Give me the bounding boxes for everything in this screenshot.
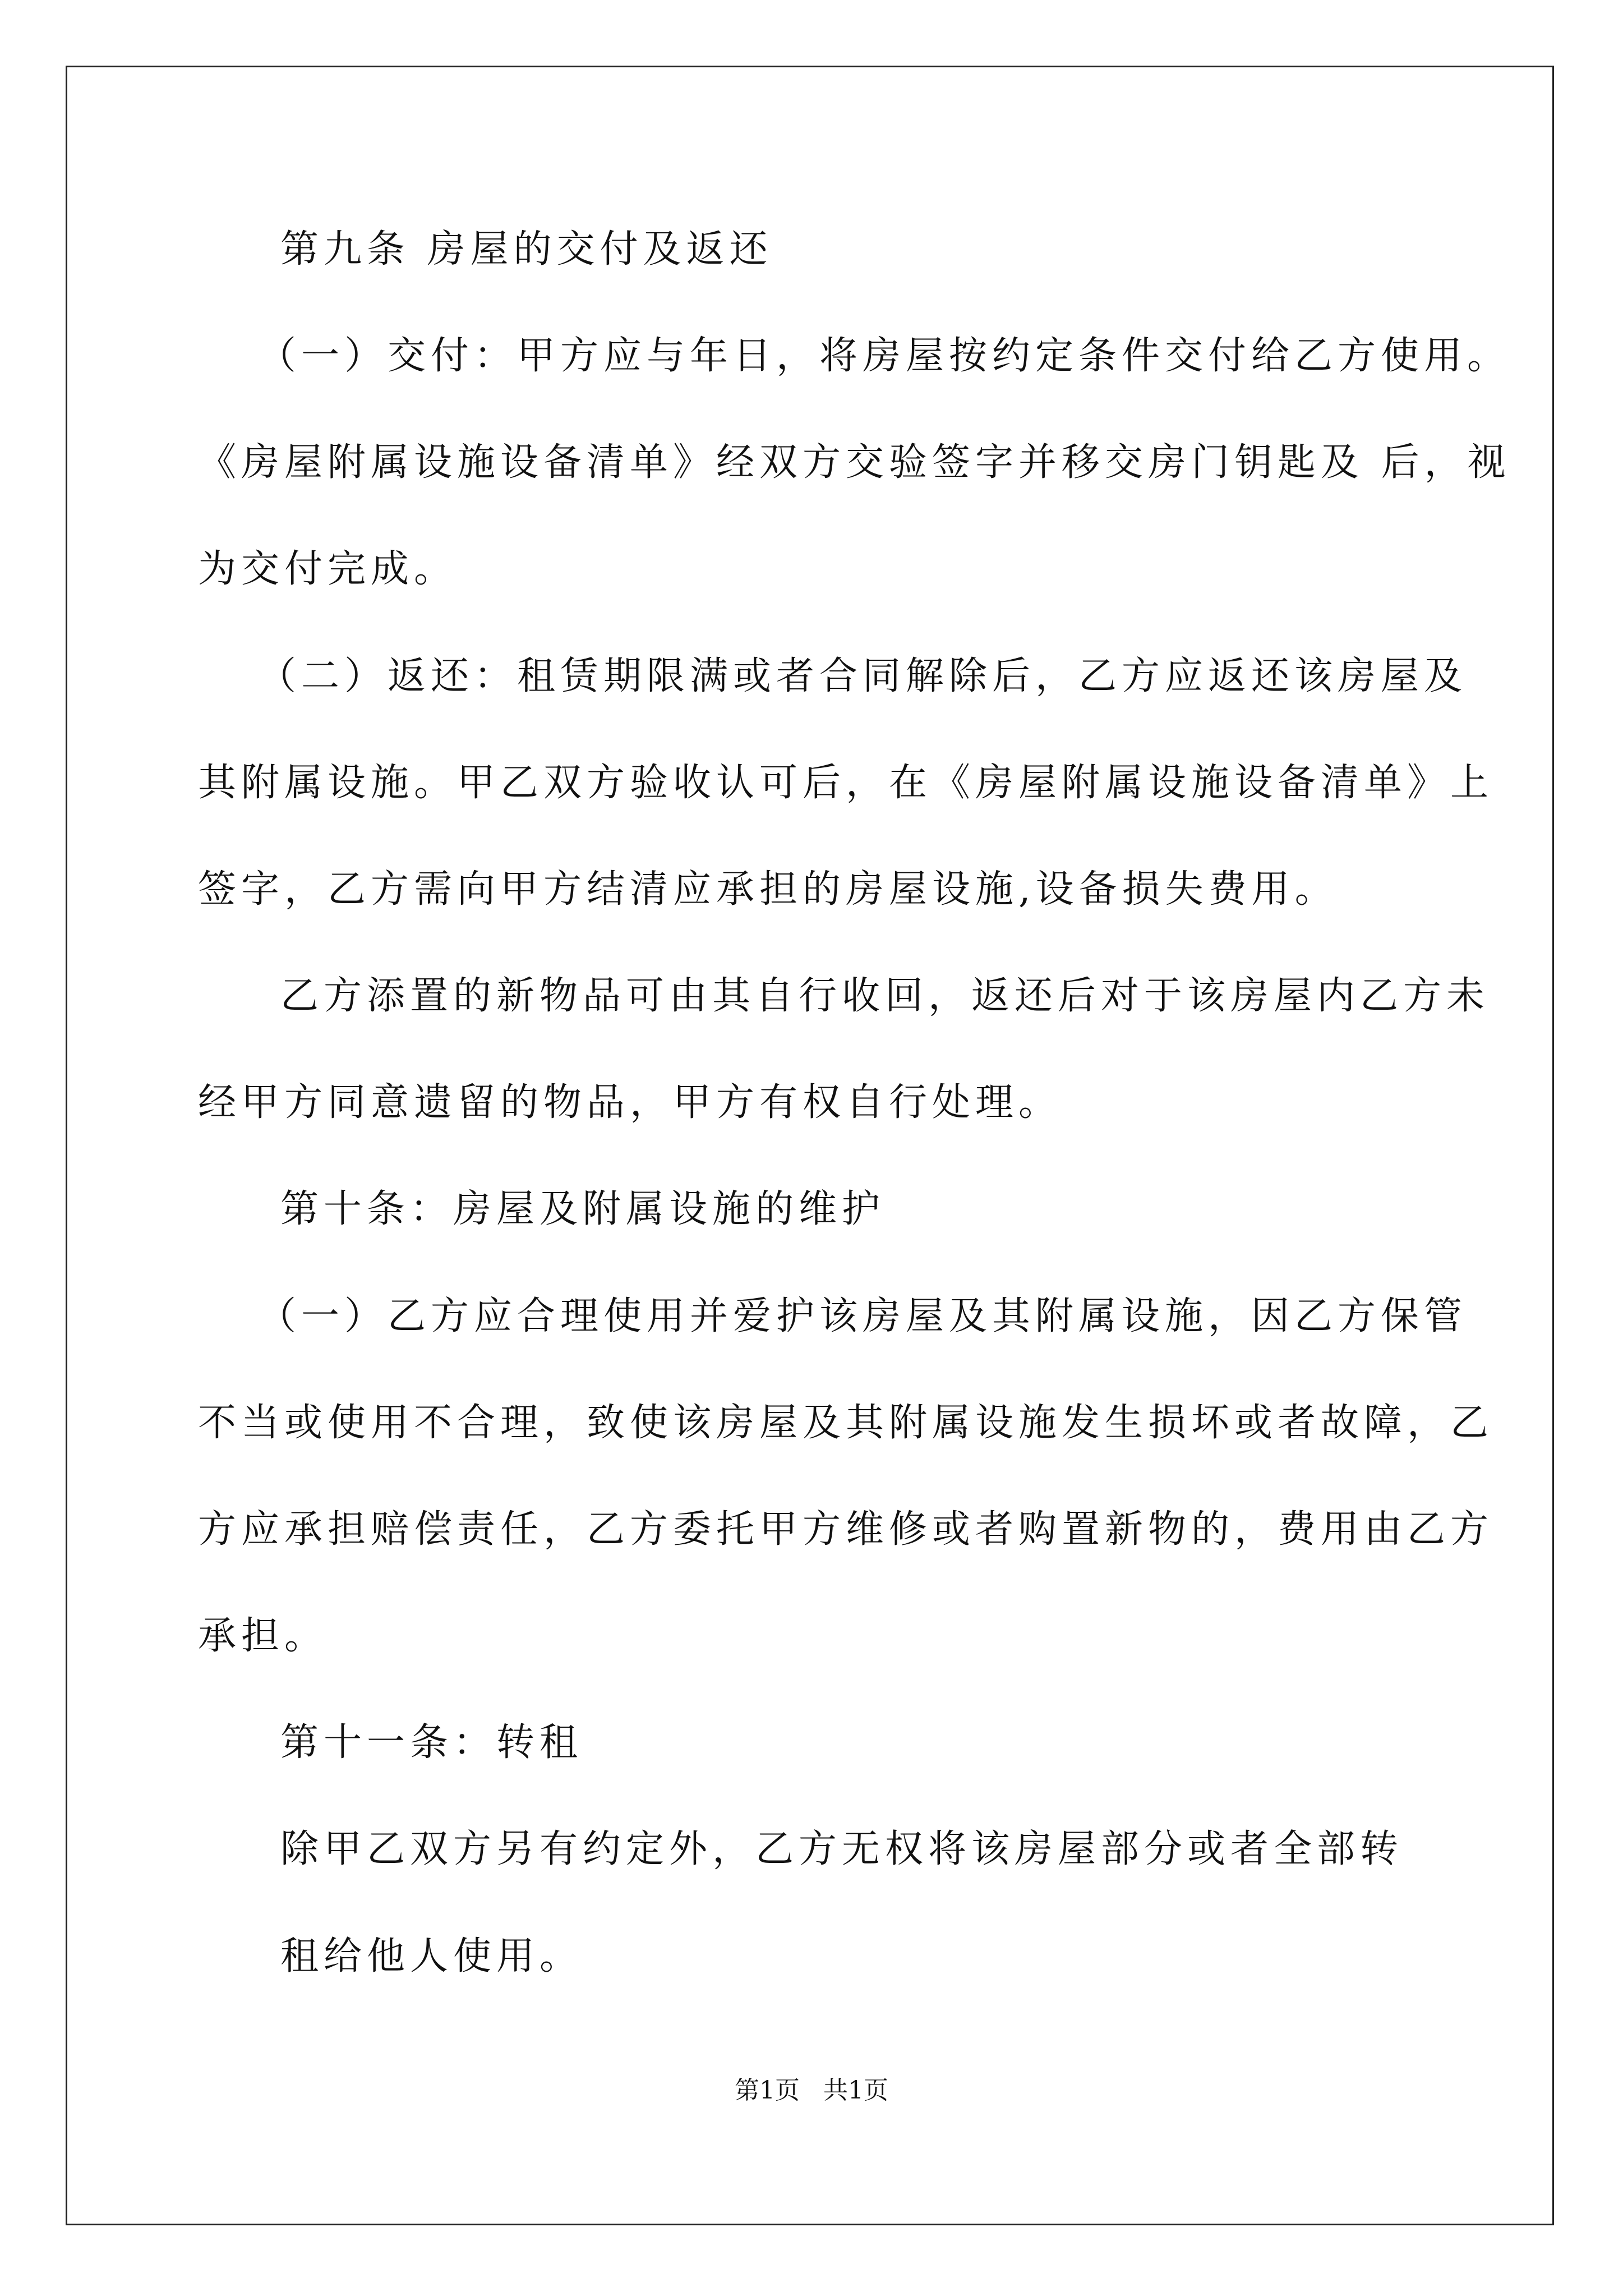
article-10-clause-1-line-2: 不当或使用不合理，致使该房屋及其附属设施发生损坏或者故障，乙 — [198, 1401, 1494, 1445]
article-9-clause-1-line-3: 为交付完成。 — [198, 547, 458, 591]
article-9-clause-2-line-3: 签字，乙方需向甲方结清应承担的房屋设施,设备损失费用。 — [198, 867, 1338, 912]
article-9-clause-2-line-1: （二）返还：租赁期限满或者合同解除后，乙方应返还该房屋及 — [258, 654, 1468, 698]
article-10-clause-1-line-4: 承担。 — [198, 1614, 328, 1658]
page-border — [66, 66, 1554, 2225]
article-9-heading: 第九条 房屋的交付及返还 — [280, 227, 773, 272]
article-9-clause-2-line-2: 其附属设施。甲乙双方验收认可后，在《房屋附属设施设备清单》上 — [198, 761, 1494, 805]
article-10-clause-1-line-3: 方应承担赔偿责任，乙方委托甲方维修或者购置新物的，费用由乙方 — [198, 1507, 1494, 1552]
article-9-para-3-line-1: 乙方添置的新物品可由其自行收回，返还后对于该房屋内乙方未 — [280, 974, 1490, 1018]
article-9-clause-1-line-1: （一）交付：甲方应与年日，将房屋按约定条件交付给乙方使用。 — [258, 334, 1511, 378]
article-9-clause-1-line-2: 《房屋附属设施设备清单》经双方交验签字并移交房门钥匙及 后，视 — [198, 440, 1511, 485]
page-footer: 第1页 共1页 — [735, 2076, 888, 2105]
article-10-clause-1-line-1: （一）乙方应合理使用并爱护该房屋及其附属设施，因乙方保管 — [258, 1294, 1468, 1338]
article-11-para-line-2: 租给他人使用。 — [280, 1934, 583, 1978]
article-9-para-3-line-2: 经甲方同意遗留的物品，甲方有权自行处理。 — [198, 1080, 1062, 1125]
article-10-heading: 第十条：房屋及附属设施的维护 — [280, 1187, 886, 1231]
article-11-heading: 第十一条：转租 — [280, 1720, 583, 1765]
article-11-para-line-1: 除甲乙双方另有约定外，乙方无权将该房屋部分或者全部转 — [280, 1827, 1404, 1871]
